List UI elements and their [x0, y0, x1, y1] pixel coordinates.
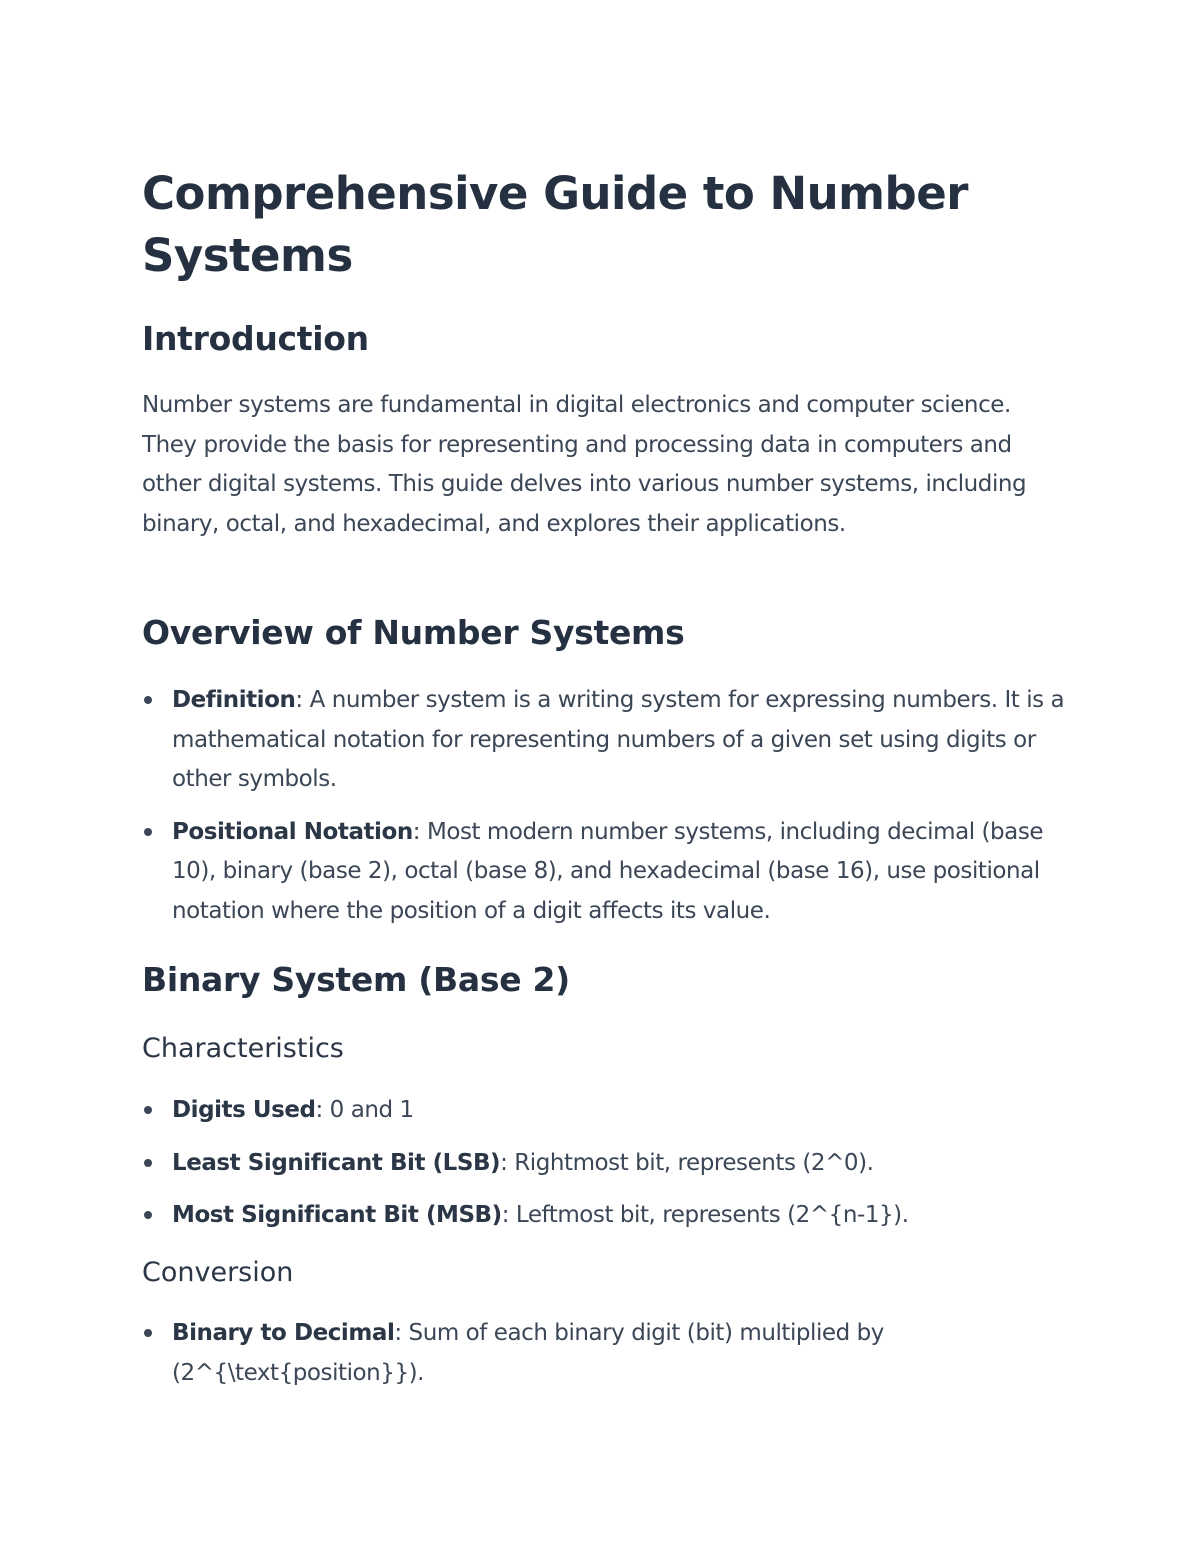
bullet-icon — [144, 1159, 152, 1167]
bullet-icon — [144, 696, 152, 704]
term-label: Digits Used — [172, 1097, 316, 1123]
term-description: : Leftmost bit, represents (2^{n-1}). — [501, 1202, 909, 1229]
binary-heading: Binary System (Base 2) — [142, 960, 570, 999]
term-label: Positional Notation — [172, 818, 413, 845]
term-description: : A number system is a writing system for expressing numbers. It is a mathematical notation for representing numbers of a given set using digits or other symbols. — [172, 687, 1065, 793]
term-label: Binary to Decimal — [172, 1320, 395, 1346]
conversion-heading: Conversion — [142, 1257, 294, 1288]
overview-list — [142, 681, 1072, 932]
characteristics-list — [142, 1091, 1072, 1236]
list-item — [142, 1196, 1072, 1236]
term-label: Most Significant Bit (MSB) — [172, 1202, 502, 1229]
list-item — [142, 1144, 1072, 1184]
term-label: Definition — [172, 687, 296, 713]
conversion-list — [142, 1314, 1072, 1393]
bullet-icon — [144, 1329, 152, 1337]
list-item — [142, 1314, 1072, 1393]
overview-heading: Overview of Number Systems — [142, 613, 685, 652]
term-description: : Most modern number systems, including decimal (base 10), binary (base 2), octal (base 8), and hexadecimal (base 16), use positional notation where the position of a digit affects its value. — [172, 818, 1044, 924]
bullet-icon — [144, 1106, 152, 1114]
list-item — [142, 681, 1072, 800]
bullet-icon — [144, 1211, 152, 1219]
term-label: Least Significant Bit (LSB) — [172, 1149, 501, 1176]
list-item — [142, 813, 1072, 932]
term-description: : 0 and 1 — [315, 1097, 414, 1123]
characteristics-heading: Characteristics — [142, 1033, 344, 1064]
document-title: Comprehensive Guide to Number Systems — [142, 167, 968, 282]
term-description: : Sum of each binary digit (bit) multiplied by (2^{\text{position}}). — [172, 1320, 884, 1386]
term-description: : Rightmost bit, represents (2^0). — [500, 1149, 874, 1176]
introduction-paragraph: Number systems are fundamental in digital electronics and computer science. They provide the basis for representing and processing data in computers and other digital systems. This guide delves into various number systems, including binary, octal, and hexadecimal, and explores their applications. — [142, 392, 1027, 537]
bullet-icon — [144, 828, 152, 836]
introduction-heading: Introduction — [142, 319, 369, 358]
list-item — [142, 1091, 1072, 1131]
